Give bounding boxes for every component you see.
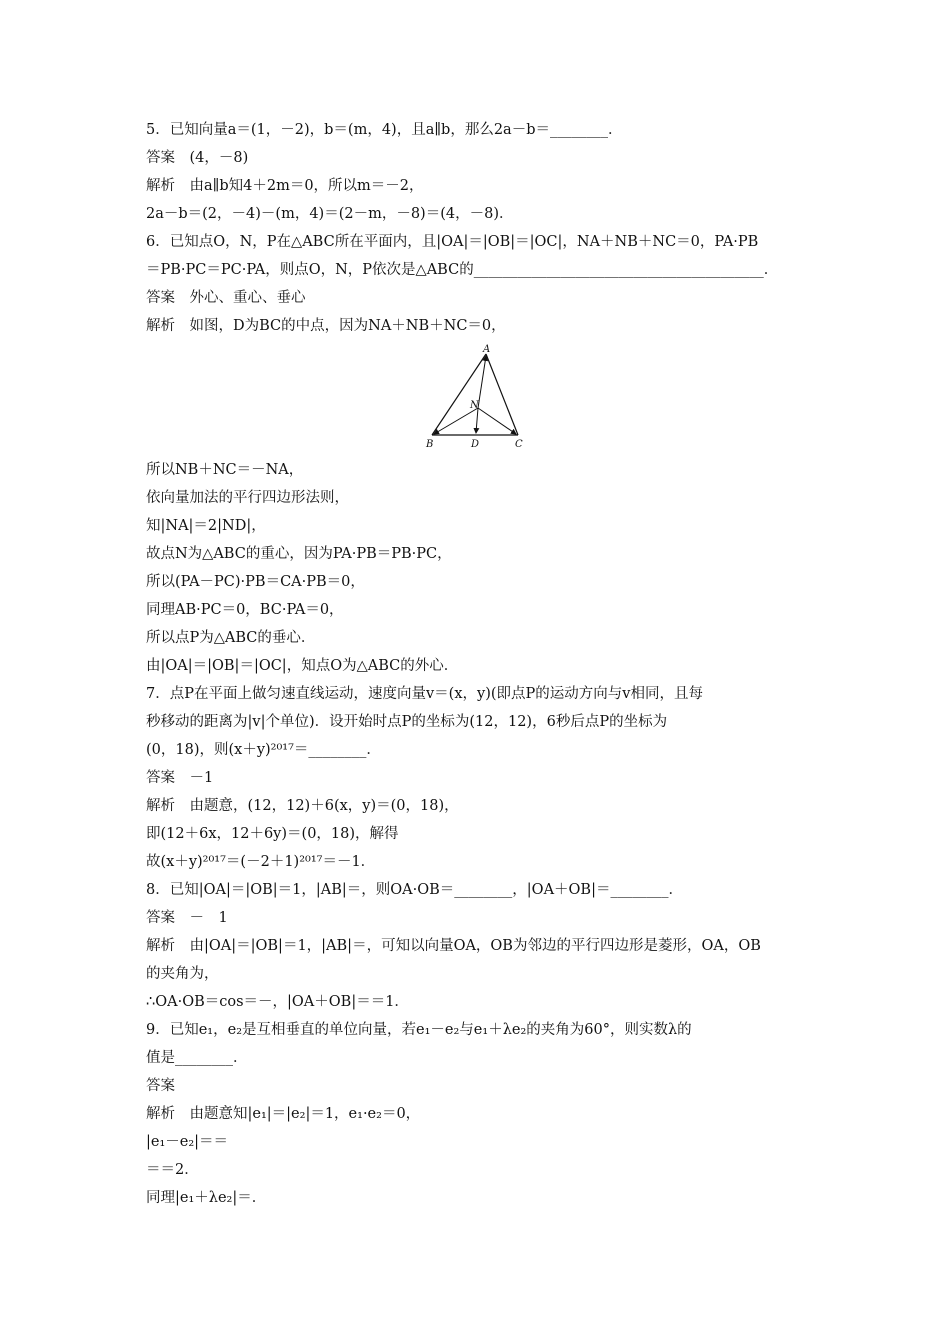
label-d: D	[471, 439, 480, 450]
q9-analysis-3: ＝＝2．	[146, 1162, 199, 1178]
label-c: C	[515, 439, 523, 450]
q9-analysis-1: 解析 由题意知|e₁|＝|e₂|＝1，e₁·e₂＝0，	[146, 1106, 421, 1122]
q5-answer: 答案 (4，－8)	[146, 150, 249, 166]
q7-line-2: 秒移动的距离为|v|个单位)．设开始时点P的坐标为(12，12)，6秒后点P的坐标为	[146, 714, 668, 730]
q6-line-1: 6．已知点O，N，P在△ABC所在平面内，且|OA|＝|OB|＝|OC|，NA＋NB＋NC＝0，PA·PB	[146, 234, 759, 250]
q6-analysis-6: 所以(PA－PC)·PB＝CA·PB＝0，	[146, 574, 365, 590]
q6-analysis-1: 解析 如图，D为BC的中点，因为NA＋NB＋NC＝0，	[146, 318, 506, 334]
q8-line: 8．已知|OA|＝|OB|＝1，|AB|＝，则OA·OB＝________，|OA＋OB|＝________．	[146, 882, 683, 898]
q5-analysis-1: 解析 由a∥b知4＋2m＝0，所以m＝－2，	[146, 178, 424, 194]
label-b: B	[426, 439, 434, 450]
q8-answer: 答案 － 1	[146, 910, 228, 926]
q9-line-2: 值是________．	[146, 1050, 248, 1066]
q9-analysis-4: 同理|e₁＋λe₂|＝．	[146, 1190, 267, 1206]
q7-analysis-3: 故(x＋y)²⁰¹⁷＝(－2＋1)²⁰¹⁷＝－1．	[146, 854, 376, 870]
q7-answer: 答案 －1	[146, 770, 214, 786]
q5-line: 5．已知向量a＝(1，－2)，b＝(m，4)，且a∥b，那么2a－b＝________．	[146, 122, 623, 138]
triangle-diagram	[420, 344, 530, 452]
q6-analysis-2: 所以NB＋NC＝－NA，	[146, 462, 304, 478]
q6-analysis-8: 所以点P为△ABC的垂心．	[146, 630, 316, 646]
label-a: A	[483, 344, 491, 355]
q7-line-1: 7．点P在平面上做匀速直线运动，速度向量v＝(x，y)(即点P的运动方向与v相同，且每	[146, 686, 703, 702]
q6-line-2: ＝PB·PC＝PC·PA，则点O，N，P依次是△ABC的________________________________________．	[146, 262, 779, 278]
q8-analysis-2: 的夹角为，	[146, 966, 219, 982]
q7-line-3: (0，18)，则(x＋y)²⁰¹⁷＝________．	[146, 742, 381, 758]
q7-analysis-1: 解析 由题意，(12，12)＋6(x，y)＝(0，18)，	[146, 798, 459, 814]
q7-analysis-2: 即(12＋6x，12＋6y)＝(0，18)，解得	[146, 826, 399, 842]
q6-analysis-4: 知|NA|＝2|ND|，	[146, 518, 266, 534]
edge-ab	[432, 354, 486, 435]
triangle-figure	[420, 344, 530, 452]
vector-nc	[478, 408, 516, 434]
q8-analysis-3: ∴OA·OB＝cos＝－，|OA＋OB|＝＝1．	[146, 994, 409, 1010]
vector-nb	[434, 408, 478, 434]
q8-analysis-1: 解析 由|OA|＝|OB|＝1，|AB|＝，可知以向量OA，OB为邻边的平行四边形是菱形，OA，OB	[146, 938, 761, 954]
q6-answer: 答案 外心、重心、垂心	[146, 290, 306, 306]
q6-analysis-5: 故点N为△ABC的重心，因为PA·PB＝PB·PC，	[146, 546, 452, 562]
q9-answer: 答案	[146, 1078, 175, 1094]
edge-ac	[486, 354, 518, 435]
q9-line-1: 9．已知e₁，e₂是互相垂直的单位向量，若e₁－e₂与e₁＋λe₂的夹角为60°，则实数λ的	[146, 1022, 692, 1038]
label-n: N	[470, 400, 479, 411]
q6-analysis-7: 同理AB·PC＝0，BC·PA＝0，	[146, 602, 344, 618]
vector-nd	[476, 408, 478, 433]
q6-analysis-3: 依向量加法的平行四边形法则，	[146, 490, 349, 506]
q5-analysis-2: 2a－b＝(2，－4)－(m，4)＝(2－m，－8)＝(4，－8)．	[146, 206, 514, 222]
q9-analysis-2: |e₁－e₂|＝＝	[146, 1134, 229, 1150]
q6-analysis-9: 由|OA|＝|OB|＝|OC|，知点O为△ABC的外心．	[146, 658, 459, 674]
